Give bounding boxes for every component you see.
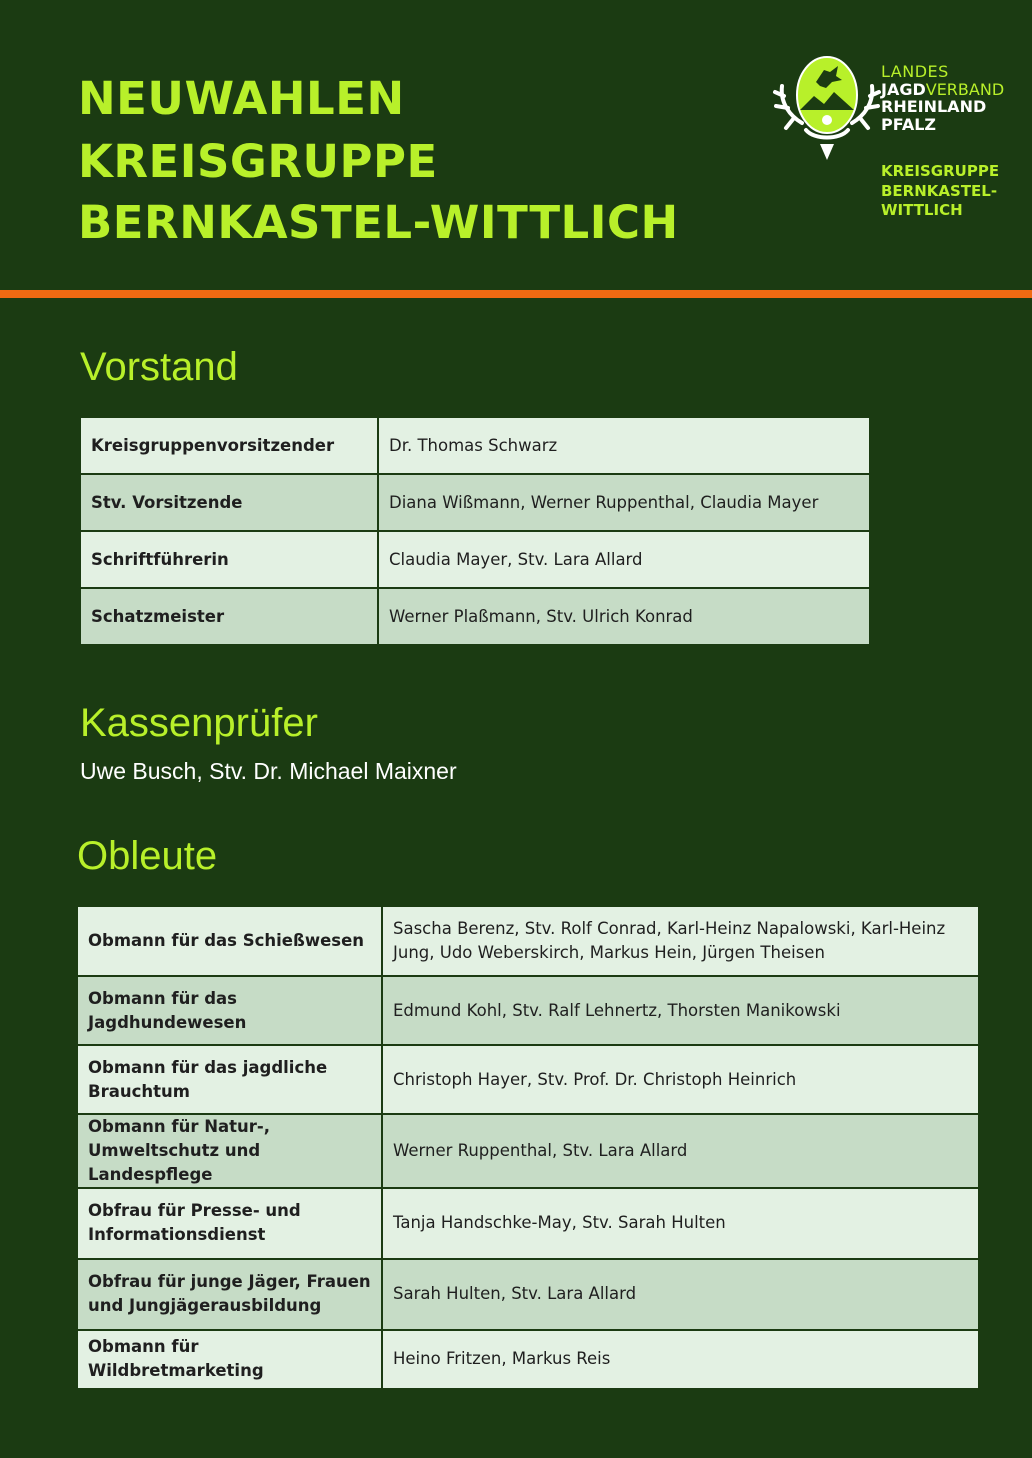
kassenpruefer-names: Uwe Busch, Stv. Dr. Michael Maixner bbox=[80, 758, 457, 784]
logo-sub-line-2: BERNKASTEL- bbox=[881, 181, 998, 200]
names-cell: Edmund Kohl, Stv. Ralf Lehnertz, Thorsten Manikowski bbox=[382, 976, 979, 1045]
role-cell: Obmann für das Jagdhundewesen bbox=[77, 976, 382, 1045]
names-cell: Werner Ruppenthal, Stv. Lara Allard bbox=[382, 1114, 979, 1188]
names-cell: Heino Fritzen, Markus Reis bbox=[382, 1330, 979, 1389]
names-cell: Dr. Thomas Schwarz bbox=[378, 417, 870, 474]
role-cell: Obfrau für junge Jäger, Frauen und Jungjägerausbildung bbox=[77, 1259, 382, 1330]
role-cell: Schriftführerin bbox=[80, 531, 378, 588]
names-cell: Tanja Handschke-May, Stv. Sarah Hulten bbox=[382, 1188, 979, 1259]
logo-line-rheinland: RHEINLAND bbox=[881, 97, 987, 117]
table-row bbox=[77, 1114, 979, 1188]
logo-verband: VERBAND bbox=[925, 79, 1005, 99]
logo-wordmark bbox=[881, 63, 1004, 133]
role-cell: Obmann für das jagdliche Brauchtum bbox=[77, 1045, 382, 1114]
names-cell: Christoph Hayer, Stv. Prof. Dr. Christoph Heinrich bbox=[382, 1045, 979, 1114]
orange-divider bbox=[0, 290, 1032, 298]
role-cell: Obmann für Wildbretmarketing bbox=[77, 1330, 382, 1389]
table-row bbox=[77, 1259, 979, 1330]
role-cell: Kreisgruppenvorsitzender bbox=[80, 417, 378, 474]
logo-sub-line-3: WITTLICH bbox=[881, 201, 963, 219]
page-title-line-3: BERNKASTEL-WITTLICH bbox=[78, 196, 679, 249]
table-row bbox=[80, 588, 870, 645]
names-cell: Diana Wißmann, Werner Ruppenthal, Claudia Mayer bbox=[378, 474, 870, 531]
table-row bbox=[77, 1045, 979, 1114]
hunting-association-logo-icon bbox=[772, 48, 882, 168]
role-cell: Schatzmeister bbox=[80, 588, 378, 645]
logo-jagd-bold: JAGD bbox=[881, 79, 926, 99]
names-cell: Claudia Mayer, Stv. Lara Allard bbox=[378, 531, 870, 588]
heading-obleute: Obleute bbox=[77, 834, 218, 878]
table-row bbox=[77, 1330, 979, 1389]
role-cell: Obmann für das Schießwesen bbox=[77, 906, 382, 976]
table-row bbox=[80, 474, 870, 531]
table-row bbox=[77, 1188, 979, 1259]
heading-vorstand: Vorstand bbox=[80, 345, 238, 389]
heading-kassenpruefer: Kassenprüfer bbox=[80, 701, 318, 745]
role-cell: Stv. Vorsitzende bbox=[80, 474, 378, 531]
logo-sub-line-1: KREISGRUPPE bbox=[881, 162, 1000, 180]
logo-line-landes: LANDES bbox=[881, 62, 949, 81]
logo-kreisgruppe bbox=[881, 162, 999, 221]
logo-line-jagdverband bbox=[881, 81, 1004, 99]
page-title-line-2: KREISGRUPPE bbox=[78, 135, 438, 188]
names-cell: Werner Plaßmann, Stv. Ulrich Konrad bbox=[378, 588, 870, 645]
obleute-table bbox=[76, 905, 980, 1390]
table-row bbox=[80, 417, 870, 474]
names-cell: Sarah Hulten, Stv. Lara Allard bbox=[382, 1259, 979, 1330]
table-row bbox=[77, 906, 979, 976]
table-row bbox=[77, 976, 979, 1045]
logo-line-pfalz: PFALZ bbox=[881, 114, 936, 134]
table-row bbox=[80, 531, 870, 588]
role-cell: Obfrau für Presse- und Informationsdienst bbox=[77, 1188, 382, 1259]
page-title-line-1: NEUWAHLEN bbox=[78, 72, 405, 125]
role-cell: Obmann für Natur-, Umweltschutz und Landespflege bbox=[77, 1114, 382, 1188]
names-cell: Sascha Berenz, Stv. Rolf Conrad, Karl-Heinz Napalowski, Karl-Heinz Jung, Udo Weberskirch, Markus Hein, Jürgen Theisen bbox=[382, 906, 979, 976]
vorstand-table bbox=[79, 416, 871, 646]
